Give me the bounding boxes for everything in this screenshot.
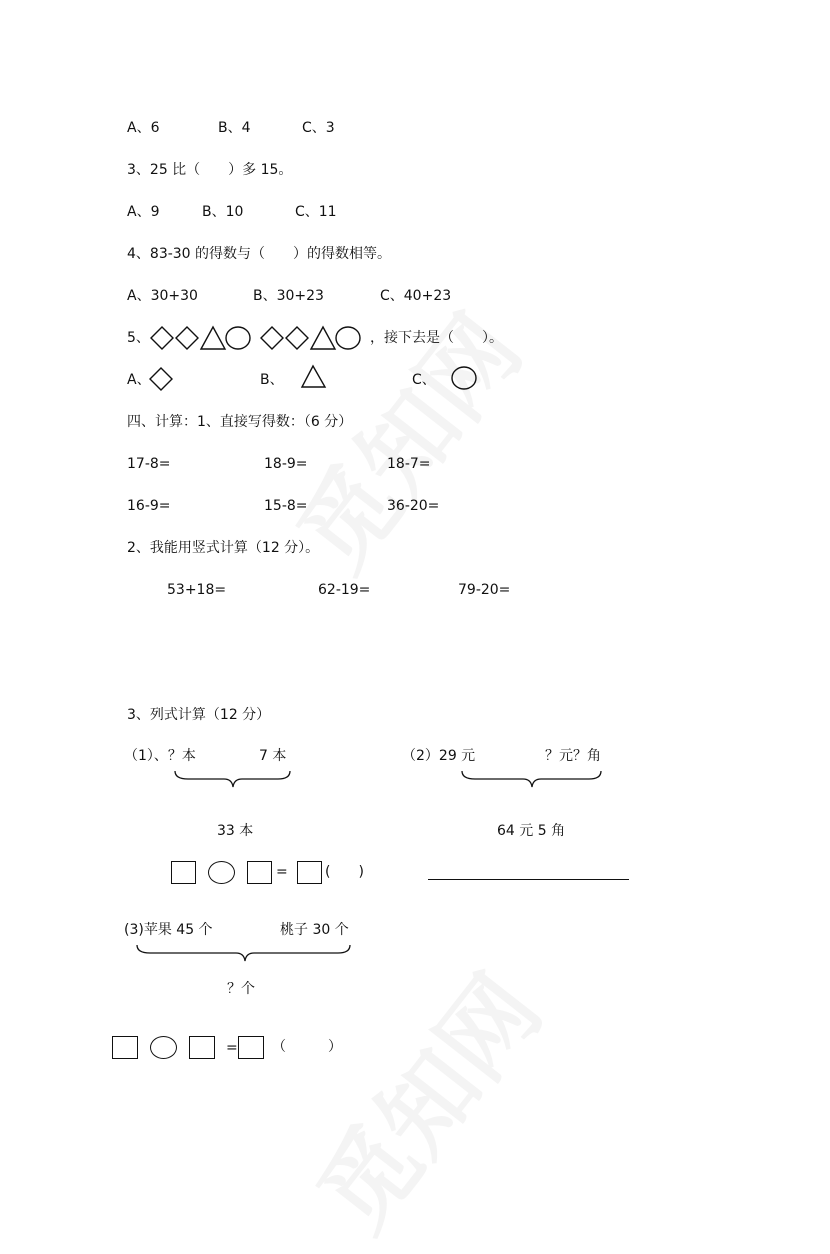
q4-option-a: A、30+30 (127, 288, 198, 304)
problem1-right: 7 本 (259, 748, 287, 764)
problem1-unit-paren: ( ) (325, 864, 364, 880)
q5-shape-pattern (148, 325, 368, 351)
answer-box[interactable] (112, 1036, 138, 1059)
mental-calc-item: 18-9= (264, 456, 308, 472)
section4-title: 四、计算：1、直接写得数：（6 分） (127, 414, 353, 430)
q2-option-b: B、4 (218, 120, 251, 136)
problem2-brace (461, 770, 603, 790)
operator-circle[interactable] (208, 861, 235, 884)
q5-number: 5、 (127, 330, 150, 346)
problem3-right: 桃子 30 个 (280, 922, 349, 938)
q5-option-a: A、 (127, 372, 151, 388)
q4-option-b: B、30+23 (253, 288, 324, 304)
q2-option-a: A、6 (127, 120, 160, 136)
diamond-option-shape (148, 366, 176, 392)
q3-option-a: A、9 (127, 204, 160, 220)
q5-option-c: C、 (412, 372, 436, 388)
diamond-shape (151, 327, 173, 349)
watermark-bottom (281, 943, 566, 1254)
problem3-unit-paren: （ ） (272, 1039, 342, 1055)
problem1-brace (174, 770, 292, 790)
answer-box[interactable] (297, 861, 322, 884)
triangle-shape (311, 327, 335, 349)
vertical-calc-item: 53+18= (167, 582, 227, 598)
mental-calc-item: 17-8= (127, 456, 171, 472)
problem3-brace (136, 944, 354, 964)
q5-question-tail: ，接下去是（ ）。 (370, 330, 503, 346)
operator-circle[interactable] (150, 1036, 177, 1059)
mental-calc-item: 36-20= (387, 498, 440, 514)
circle-shape (226, 327, 250, 349)
problem2-total: 64 元 5 角 (497, 823, 566, 839)
problem3-total: ？个 (227, 981, 255, 997)
answer-box[interactable] (247, 861, 272, 884)
q3-option-b: B、10 (202, 204, 244, 220)
q5-option-b: B、 (260, 372, 284, 388)
problem1-label: （1）、？本 (124, 748, 196, 764)
mental-calc-item: 18-7= (387, 456, 431, 472)
diamond-shape (286, 327, 308, 349)
mental-calc-item: 15-8= (264, 498, 308, 514)
mental-calc-item: 16-9= (127, 498, 171, 514)
problem1-total: 33 本 (217, 823, 254, 839)
equals-sign: = (226, 1040, 238, 1056)
vertical-calc-item: 79-20= (458, 582, 511, 598)
q4-question: 4、83-30 的得数与（ ）的得数相等。 (127, 246, 392, 262)
q4-option-c: C、40+23 (380, 288, 452, 304)
triangle-option-shape (300, 364, 328, 390)
triangle-shape (201, 327, 225, 349)
answer-line[interactable] (428, 879, 629, 880)
problem2-right: ？元？角 (545, 748, 601, 764)
q2-option-c: C、3 (302, 120, 335, 136)
circle-option-shape (451, 365, 479, 391)
problem3-label: (3)苹果 45 个 (124, 922, 213, 938)
listing-calc-title: 3、列式计算（12 分） (127, 707, 271, 723)
answer-box[interactable] (189, 1036, 215, 1059)
diamond-shape (176, 327, 198, 349)
circle-shape (336, 327, 360, 349)
equals-sign: = (276, 864, 288, 880)
diamond-shape (261, 327, 283, 349)
q3-option-c: C、11 (295, 204, 337, 220)
answer-box[interactable] (171, 861, 196, 884)
vertical-calc-title: 2、我能用竖式计算（12 分）。 (127, 540, 320, 556)
vertical-calc-item: 62-19= (318, 582, 371, 598)
q3-question: 3、25 比（ ）多 15。 (127, 162, 293, 178)
answer-box[interactable] (238, 1036, 264, 1059)
problem2-label: （2）29 元 (402, 748, 476, 764)
